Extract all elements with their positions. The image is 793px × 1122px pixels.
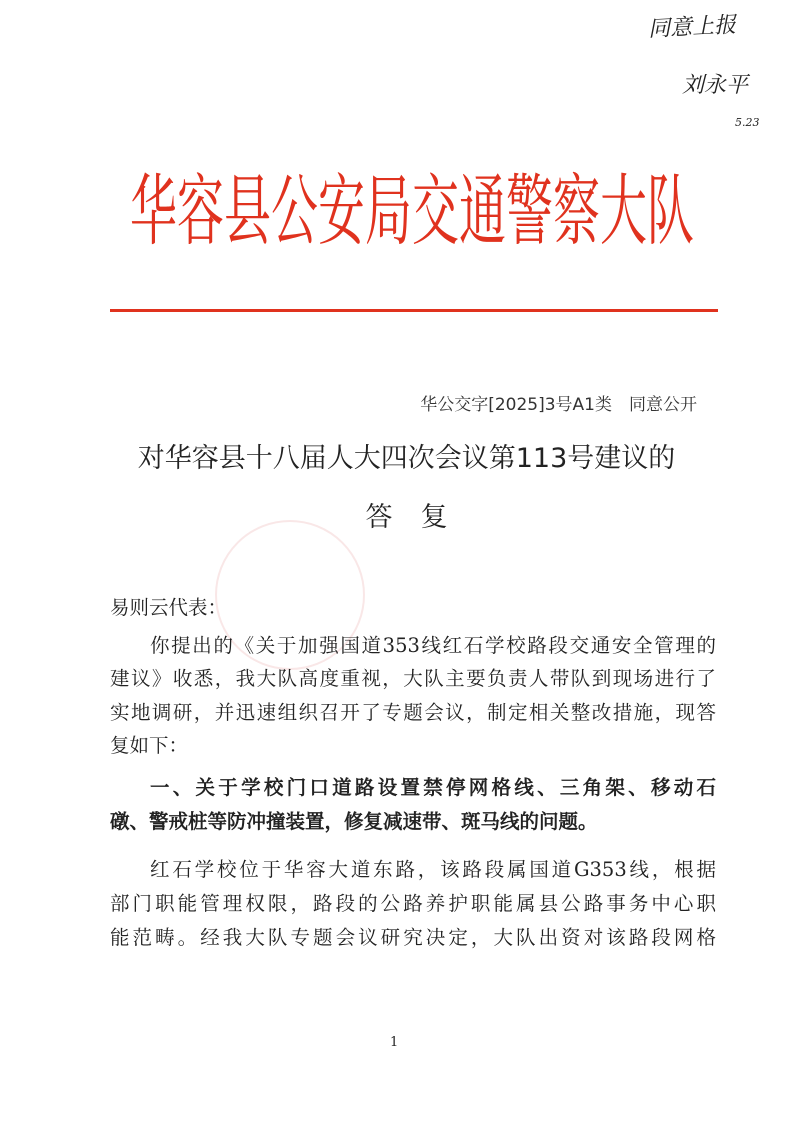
handwritten-date: 5.23 bbox=[735, 116, 760, 129]
body-line: 实地调研，并迅速组织召开了专题会议，制定相关整改措施，现答 bbox=[110, 701, 716, 724]
body-line: 能范畴。经我大队专题会议研究决定，大队出资对该路段网格 bbox=[110, 926, 716, 949]
page-number: 1 bbox=[390, 1035, 399, 1050]
letterhead-divider bbox=[110, 309, 718, 312]
handwritten-note: 同意上报 bbox=[647, 12, 737, 43]
body-line: 红石学校位于华容大道东路，该路段属国道G353线，根据 bbox=[150, 858, 716, 881]
body-line: 复如下： bbox=[110, 734, 189, 757]
salutation: 易则云代表： bbox=[110, 596, 228, 619]
body-line: 部门职能管理权限，路段的公路养护职能属县公路事务中心职 bbox=[110, 892, 716, 915]
handwritten-signature: 刘永平 bbox=[682, 73, 749, 98]
body-line: 建议》收悉，我大队高度重视，大队主要负责人带队到现场进行了 bbox=[110, 667, 716, 690]
document-title: 对华容县十八届人大四次会议第113号建议的 bbox=[137, 443, 676, 474]
organization-letterhead: 华容县公安局交通警察大队 bbox=[130, 166, 694, 258]
body-line: 你提出的《关于加强国道353线红石学校路段交通安全管理的 bbox=[150, 634, 716, 657]
section-heading: 礅、警戒桩等防冲撞装置，修复减速带、斑马线的问题。 bbox=[110, 810, 598, 833]
document-number: 华公交字[2025]3号A1类 同意公开 bbox=[420, 395, 697, 415]
section-heading: 一、关于学校门口道路设置禁停网格线、三角架、移动石 bbox=[150, 776, 716, 799]
document-title-line2: 答复 bbox=[365, 502, 476, 533]
